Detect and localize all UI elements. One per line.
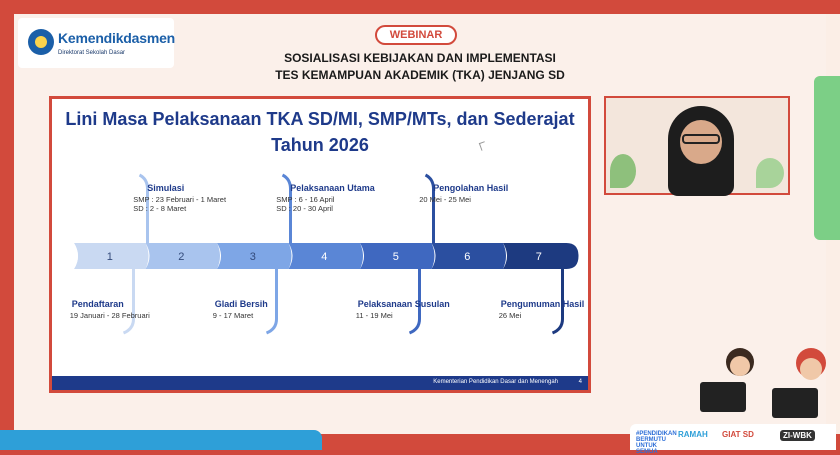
timeline-step-number: 2 bbox=[178, 251, 185, 263]
student-face-icon bbox=[800, 358, 822, 380]
logo-text: Kemendikdasmen bbox=[58, 30, 176, 46]
timeline-step-date: 9 - 17 Maret bbox=[212, 311, 254, 320]
webinar-title-line2: TES KEMAMPUAN AKADEMIK (TKA) JENJANG SD bbox=[275, 68, 565, 82]
computer-monitor-icon bbox=[772, 388, 818, 418]
slide-title-line2: Tahun 2026 bbox=[271, 135, 369, 155]
slide-title-line1: Lini Masa Pelaksanaan TKA SD/MI, SMP/MTs, dan Sederajat bbox=[65, 109, 575, 129]
leaf-decoration-icon bbox=[610, 154, 636, 188]
timeline-step-label: Pengumuman Hasil bbox=[500, 299, 585, 309]
side-panel-tab[interactable] bbox=[814, 76, 840, 240]
leaf-decoration-icon bbox=[756, 158, 784, 188]
timeline-step-label: Pengolahan Hasil bbox=[433, 183, 509, 193]
timeline-step-number: 7 bbox=[535, 251, 542, 263]
slide-footer bbox=[52, 376, 588, 390]
timeline-step-label: Pendaftaran bbox=[71, 299, 124, 309]
glasses-icon bbox=[682, 134, 720, 144]
webinar-title-line1: SOSIALISASI KEBIJAKAN DAN IMPLEMENTASI bbox=[284, 51, 556, 65]
timeline-step-label: Pelaksanaan Utama bbox=[290, 183, 375, 193]
bottom-bar bbox=[0, 430, 322, 450]
timeline-step-date: SD : 20 - 30 April bbox=[276, 204, 333, 213]
timeline-step-date: 20 Mei - 25 Mei bbox=[419, 195, 471, 204]
timeline-step-date: SMP : 23 Februari - 1 Maret bbox=[133, 195, 227, 204]
kemendikdasmen-logo bbox=[18, 18, 174, 68]
presentation-slide bbox=[49, 96, 591, 393]
student-face-icon bbox=[730, 356, 750, 376]
speaker-video-feed[interactable] bbox=[604, 96, 790, 195]
timeline-step-number: 1 bbox=[106, 251, 113, 263]
slide-footer-text: Kementerian Pendidikan Dasar dan Menengah bbox=[433, 379, 558, 385]
frame-left-border bbox=[0, 0, 14, 450]
timeline-step-number: 5 bbox=[392, 251, 399, 263]
frame-top-border bbox=[0, 0, 840, 14]
timeline-step-number: 6 bbox=[464, 251, 471, 263]
partner-logos bbox=[630, 424, 836, 455]
timeline-connector bbox=[124, 269, 134, 333]
timeline-step-date: 11 - 19 Mei bbox=[355, 311, 393, 320]
timeline-step-date: SMP : 6 - 16 April bbox=[276, 195, 335, 204]
timeline-step-date: 26 Mei bbox=[498, 311, 522, 320]
giat-sd-logo: GIAT SD bbox=[722, 430, 754, 439]
ministry-emblem-icon bbox=[28, 29, 54, 55]
timeline-step-date: 19 Januari - 28 Februari bbox=[69, 311, 150, 320]
logo-subtitle: Direktorat Sekolah Dasar bbox=[58, 50, 126, 56]
ramah-logo: RAMAH bbox=[678, 430, 708, 439]
timeline-step-date: SD : 2 - 8 Maret bbox=[133, 204, 187, 213]
timeline-step-number: 3 bbox=[249, 251, 256, 263]
timeline-step-label: Simulasi bbox=[147, 183, 185, 193]
timeline-step-label: Gladi Bersih bbox=[214, 299, 268, 309]
timeline-step-label: Pelaksanaan Susulan bbox=[357, 299, 450, 309]
timeline-step-number: 4 bbox=[321, 251, 328, 263]
pendidikan-bermutu-logo: #PENDIDIKAN BERMUTU UNTUK SEMUA bbox=[636, 431, 677, 455]
timeline-graphic bbox=[52, 99, 588, 389]
zi-wbk-logo: ZI-WBK bbox=[780, 430, 815, 441]
slide-page-number: 4 bbox=[578, 379, 582, 385]
computer-monitor-icon bbox=[700, 382, 746, 412]
timeline-connector bbox=[267, 269, 277, 333]
webinar-badge: WEBINAR bbox=[375, 25, 457, 45]
